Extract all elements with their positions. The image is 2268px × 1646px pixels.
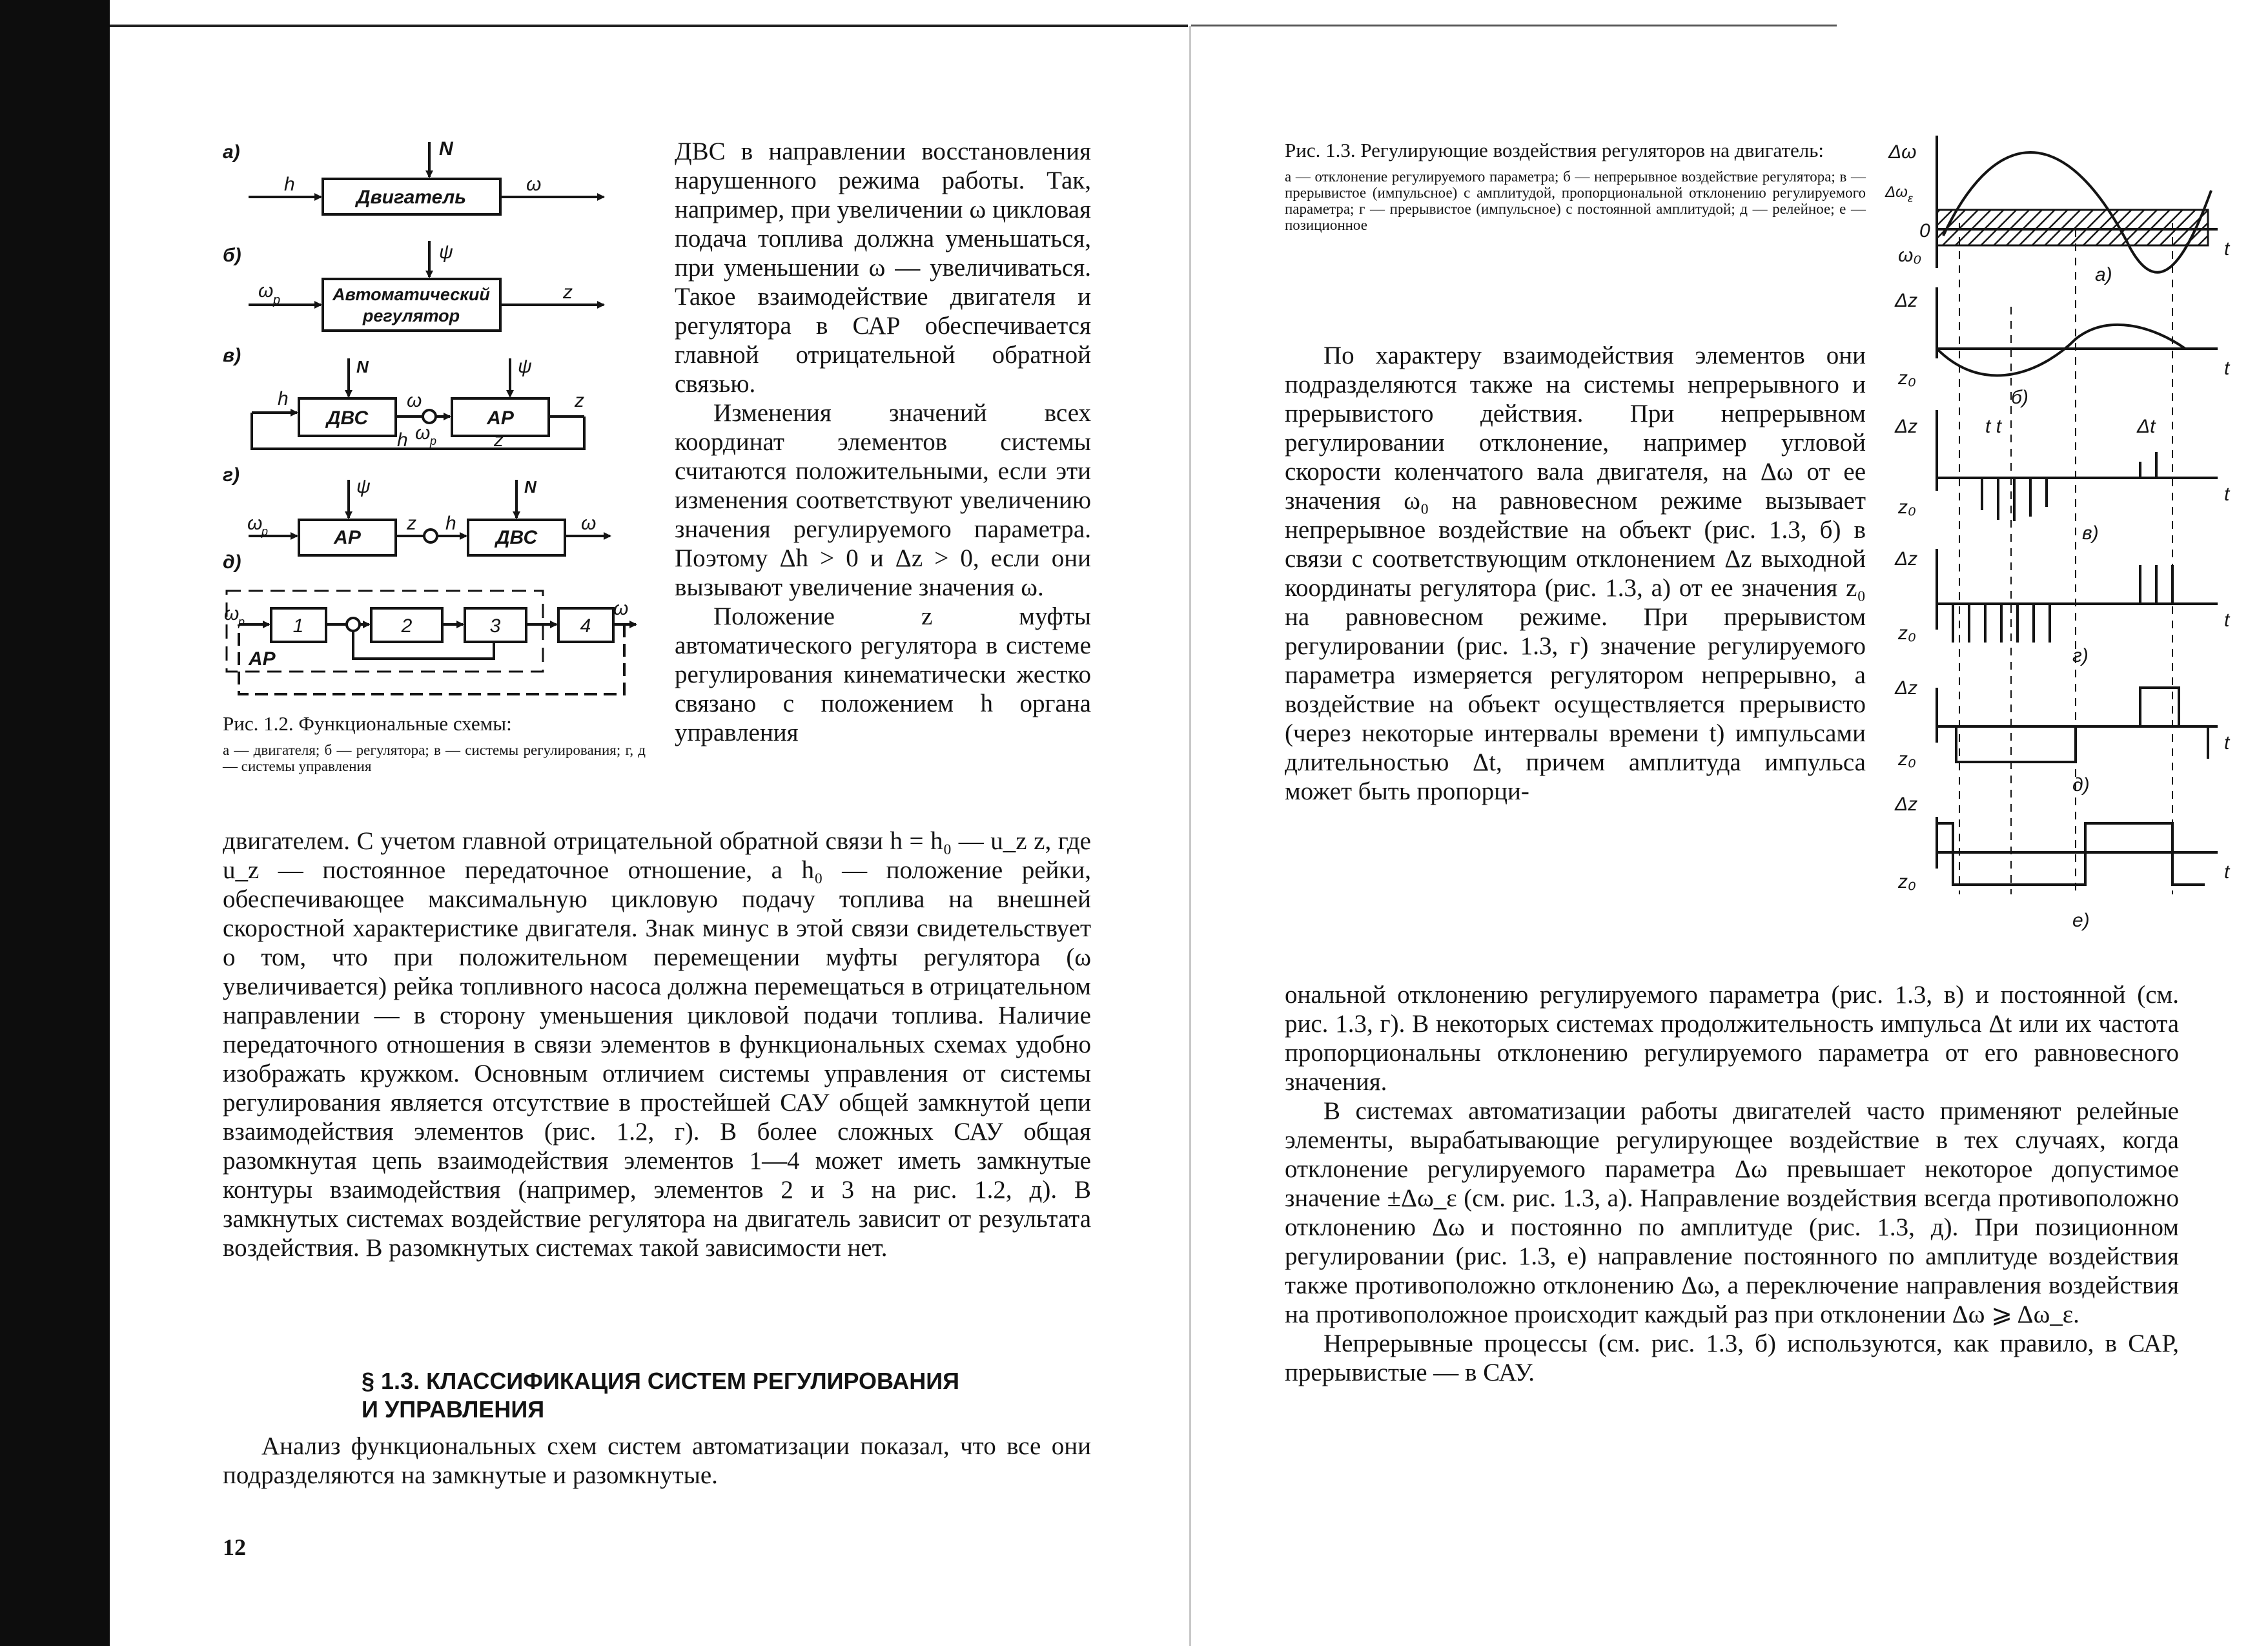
- figure-1-2-diagram: [223, 139, 688, 707]
- fig12v-N: N: [356, 357, 369, 376]
- section-intro: [223, 1432, 1091, 1490]
- figure-1-2-caption: [223, 712, 646, 774]
- fig12d-out: ω: [613, 598, 629, 619]
- fig13-panel-e: е): [2072, 910, 2090, 931]
- fig12b-block-l2: регулятор: [362, 306, 460, 325]
- fig13-panel-g: г): [2072, 645, 2089, 666]
- fig13-w0: ω₀: [1898, 245, 1922, 266]
- fig13-z0-d: z₀: [1898, 748, 1916, 770]
- right-page: [1191, 0, 2268, 1646]
- fig12d-block4: 4: [580, 615, 591, 637]
- fig13-z0-g: z₀: [1898, 622, 1916, 644]
- fig12a-out: ω: [526, 174, 542, 195]
- fig12d-in: ω: [224, 603, 240, 624]
- fig12d-group-ar: АР: [249, 648, 276, 670]
- fig12v-h: h: [278, 388, 289, 409]
- fig13-t-g: t: [2224, 610, 2230, 631]
- figure-1-3-plots: [1882, 126, 2243, 940]
- right-paragraph-2: ональной отклонению регулируемого параметра (рис. 1.3, в) и постоянной (см. рис. 1.3, г). В некоторых системах продолжительность импульса Δt или их частота пропорциональны отклонению регулируемого параметра от его равновесного значения.: [1285, 981, 2179, 1096]
- fig12-label-a: а): [223, 141, 240, 163]
- fig12g-in-sub: р: [261, 525, 269, 538]
- fig12b-psi: ψ: [439, 242, 453, 263]
- fig13-t-d: t: [2224, 732, 2230, 754]
- section-intro-paragraph: Анализ функциональных схем систем автоматизации показал, что все они подразделяются на замкнутые и разомкнутые.: [223, 1432, 1091, 1489]
- fig13-panel-d: д): [2072, 774, 2090, 796]
- fig12d-block3: 3: [489, 615, 501, 637]
- fig12v-ref: ω: [415, 422, 431, 444]
- figure-1-3-caption: [1285, 139, 1866, 233]
- fig13-dwe: Δω: [1885, 183, 1908, 201]
- fig12-label-g: г): [223, 464, 240, 486]
- figure-1-2-caption-title: Рис. 1.2. Функциональные схемы:: [223, 712, 512, 735]
- section-heading: [362, 1367, 1091, 1424]
- fig12b-out: z: [563, 282, 573, 303]
- fig13-t-e: t: [2224, 861, 2230, 883]
- section-heading-line-1: § 1.3. КЛАССИФИКАЦИЯ СИСТЕМ РЕГУЛИРОВАНИЯ: [362, 1368, 959, 1394]
- fig12b-block-l1: Автоматический: [332, 285, 490, 304]
- fig12a-block-label: Двигатель: [356, 187, 467, 208]
- fig12g-N: N: [524, 477, 536, 497]
- left-right-column: [675, 137, 1091, 747]
- fig12b-in: ω: [258, 280, 274, 302]
- fig13-zero: 0: [1919, 220, 1930, 242]
- fig12b-in-sub: р: [273, 293, 281, 307]
- left-paragraph-1: ДВС в направлении восстановления нарушенного режима работы. Так, например, при увеличении ω цикловая подача топлива должна уменьшаться, при уменьшении ω — увеличиваться. Такое взаимодействие двигателя и регулятора в САР обеспечивается главной отрицательной обратной связью.: [675, 138, 1091, 398]
- fig13-dz-v: Δz: [1895, 416, 1918, 437]
- fig12g-h: h: [445, 513, 456, 534]
- fig13-dt: Δt: [2137, 416, 2156, 437]
- fig12d-block1: 1: [292, 615, 304, 637]
- fig12-label-b: б): [223, 245, 241, 266]
- fig13-dz-e: Δz: [1895, 794, 1918, 815]
- page-number: 12: [223, 1534, 246, 1560]
- right-full-text: [1285, 980, 2179, 1387]
- fig13-t-a: t: [2224, 238, 2230, 260]
- left-paragraph-2: Изменения значений всех координат элементов системы считаются положительными, если эти изменения соответствуют увеличению значения регулируемого параметра. Поэтому Δh > 0 и Δz > 0, если они вызывают увеличение значения ω.: [675, 399, 1091, 601]
- fig12v-z: z: [575, 390, 584, 411]
- fig12g-z: z: [407, 513, 416, 534]
- right-paragraph-1: По характеру взаимодействия элементов они подразделяются также на системы непрерывного и прерывистого действия. При непрерывном регулировании отклонение, например угловой скорости коленчатого вала двигателя, на Δω от ее значения ω₀ на равновесном режиме вызывает непрерывное воздействие на объект (рис. 1.3, б) в связи с соответствующим отклонением Δz выходной координаты регулятора (рис. 1.3, а) от ее значения z₀ на равновесном режиме. При прерывистом регулировании (рис. 1.3, г) значение регулируемого параметра измеряется регулятором непрерывно, а воздействие на объект осуществляется прерывисто (через некоторые интервалы времени t) импульсами длительностью Δt, причем амплитуда импульса может быть пропорци-: [1285, 342, 1866, 805]
- fig13-z0-e: z₀: [1898, 871, 1916, 892]
- fig12g-psi: ψ: [356, 476, 371, 497]
- figure-1-2-caption-text: а — двигателя; б — регулятора; в — системы регулирования; г, д — системы управления: [223, 742, 646, 774]
- figure-1-3-caption-title: Рис. 1.3. Регулирующие воздействия регуляторов на двигатель:: [1285, 139, 1824, 161]
- right-paragraph-4: Непрерывные процессы (см. рис. 1.3, б) используются, как правило, в САР, прерывистые — в САУ.: [1285, 1330, 2179, 1386]
- fig13-dw: Δω: [1888, 141, 1917, 163]
- fig12v-block1: ДВС: [326, 407, 369, 429]
- fig13-dz-d: Δz: [1895, 677, 1918, 699]
- fig12-label-d: д): [223, 551, 241, 573]
- fig13-dz-g: Δz: [1895, 548, 1918, 570]
- fig12a-N: N: [439, 139, 453, 159]
- left-full-paragraph: двигателем. С учетом главной отрицательной обратной связи h = h₀ — u_z z, где u_z — постоянное передаточное отношение, а h₀ — положение рейки, обеспечивающее максимальную цикловую подачу топлива на внешней скоростной характеристике двигателя. Знак минус в этой связи свидетельствует о том, что при положительном перемещении муфты регулятора (ω увеличивается) рейка топливного насоса должна перемещаться в отрицательном направлении — в сторону уменьшения цикловой подачи топлива. Наличие передаточного отношения в связи элементов в функциональных схемах удобно изображать кружком. Основным отличием системы управления от системы регулирования является отсутствие в простейшей САУ общей замкнутой цепи взаимодействия элементов (рис. 1.2, г). В более сложных САУ общая разомкнутая цепь взаимодействия элементов 1—4 может иметь замкнутые контуры взаимодействия (например, элементов 2 и 3 на рис. 1.2, д). В замкнутых системах воздействие регулятора на двигатель зависит от результата воздействия. В разомкнутых системах такой зависимости нет.: [223, 827, 1091, 1262]
- fig12-label-v: в): [223, 345, 241, 366]
- fig13-tt: t t: [1985, 416, 2002, 437]
- fig13-panel-v: в): [2082, 522, 2099, 544]
- fig12g-block2: ДВС: [495, 527, 538, 548]
- fig13-z0-b: z₀: [1898, 367, 1916, 389]
- fig12v-fb-h: h: [397, 429, 408, 451]
- left-full-text: [223, 827, 1091, 1262]
- fig13-dwe-sub: ε: [1908, 192, 1913, 205]
- fig13-t-b: t: [2224, 358, 2230, 379]
- fig12a-h: h: [284, 174, 295, 195]
- fig13-z0-v: z₀: [1898, 497, 1916, 518]
- fig13-dz-b: Δz: [1895, 290, 1918, 311]
- fig12g-in: ω: [247, 513, 263, 534]
- fig12g-block1: АР: [334, 527, 361, 548]
- right-narrow-column: [1285, 341, 1866, 806]
- fig12d-in-sub: р: [238, 615, 245, 628]
- section-heading-line-2: И УПРАВЛЕНИЯ: [362, 1396, 545, 1423]
- fig12v-psi: ψ: [518, 356, 532, 377]
- fig13-t-v: t: [2224, 484, 2230, 505]
- fig12v-ref-sub: р: [430, 435, 437, 448]
- fig12v-block2: АР: [487, 407, 514, 429]
- fig12g-out: ω: [581, 513, 597, 534]
- fig13-panel-b: б): [2011, 387, 2028, 408]
- fig12d-block2: 2: [401, 615, 413, 637]
- right-paragraph-3: В системах автоматизации работы двигателей часто применяют релейные элементы, вырабатывающие регулирующее воздействие в тех случаях, когда отклонение регулируемого параметра Δω превышает некоторое допустимое значение ±Δω_ε (см. рис. 1.3, а). Направление воздействия всегда противоположно отклонению Δω и постоянно по амплитуде (рис. 1.3, д). При позиционном регулировании (рис. 1.3, е) направление постоянного по амплитуде воздействия также противоположно отклонению Δω, а переключение направления воздействия на противоположное происходит каждый раз при отклонении Δω ⩾ Δω_ε.: [1285, 1097, 2179, 1328]
- figure-1-3-caption-text: а — отклонение регулируемого параметра; б — непрерывное воздействие регулятора; в — прерывистое (импульсное) с амплитудой, пропорциональной отклонению регулируемого параметра; г — прерывистое (импульсное) с постоянной амплитудой; д — релейное; е — позиционное: [1285, 169, 1866, 233]
- fig13-panel-a: а): [2095, 264, 2112, 285]
- left-paragraph-3: Положение z муфты автоматического регулятора в системе регулирования кинематически жестко связано с положением h органа управления: [675, 602, 1091, 746]
- fig12v-fb-z: z: [494, 429, 504, 451]
- fig12v-omega: ω: [407, 390, 422, 411]
